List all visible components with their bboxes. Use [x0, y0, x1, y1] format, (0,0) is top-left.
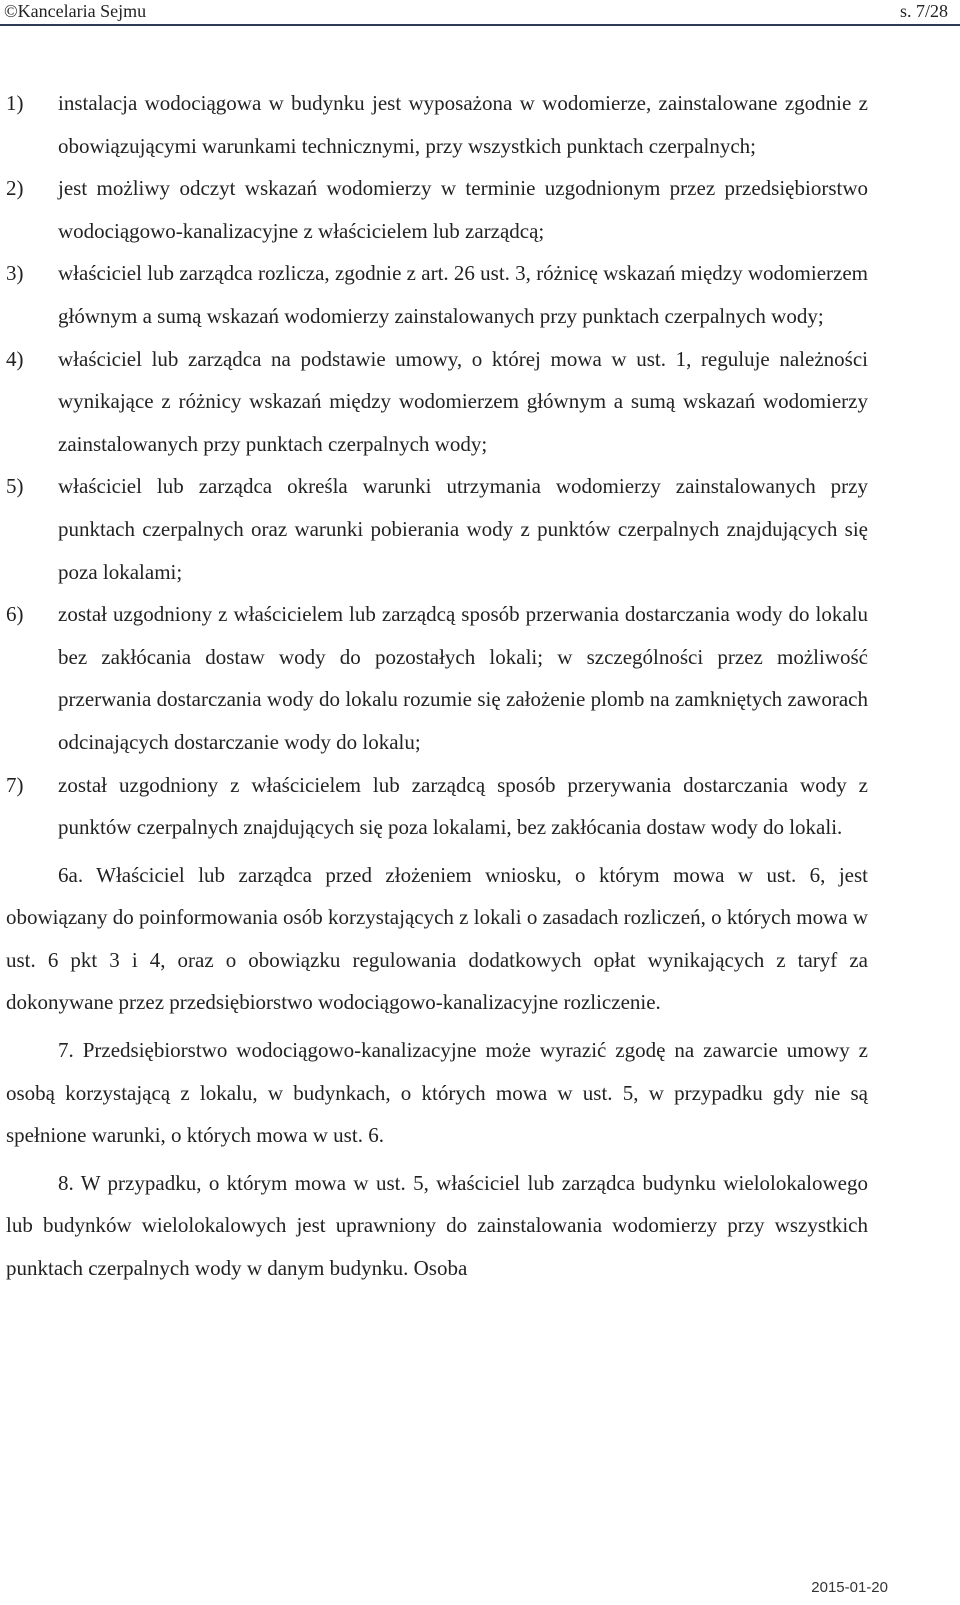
paragraph-number: 6a. [58, 862, 84, 887]
list-item-text: instalacja wodociągowa w budynku jest wyposażona w wodomierze, zainstalowane zgodnie z obowiązującymi warunkami technicznymi, przy wszystkich punktach czerpalnych; [58, 91, 868, 158]
list-item [6, 593, 868, 763]
list-item [6, 338, 868, 466]
list-item-text: właściciel lub zarządca rozlicza, zgodnie z art. 26 ust. 3, różnicę wskazań między wodomierzem głównym a sumą wskazań wodomierzy zainstalowanych przy punktach czerpalnych wody; [58, 261, 868, 328]
copyright-label: ©Kancelaria Sejmu [4, 1, 147, 21]
list-item-number: 3) [6, 261, 24, 286]
paragraph-6a [6, 854, 868, 1024]
list-item [6, 82, 868, 167]
paragraph-text: W przypadku, o którym mowa w ust. 5, właściciel lub zarządca budynku wielolokalowego lub budynków wielolokalowych jest uprawniony do zainstalowania wodomierzy przy wszystkich punktach czerpalnych wody w danym budynku. Osoba [6, 1170, 869, 1281]
list-item [6, 167, 868, 252]
list-item-text: został uzgodniony z właścicielem lub zarządcą sposób przerywania dostarczania wody z punktów czerpalnych znajdujących się poza lokalami, bez zakłócania dostaw wody do lokali. [58, 772, 868, 840]
paragraph-number: 8. [58, 1170, 74, 1195]
list-item-number: 6) [6, 602, 24, 627]
list-item-text: właściciel lub zarządca na podstawie umowy, o której mowa w ust. 1, reguluje należności wynikające z różnicy wskazań między wodomierzem głównym a sumą wskazań wodomierzy zainstalowanych przy punktach czerpalnych wody; [58, 346, 868, 456]
footer-date: 2015-01-20 [811, 1579, 888, 1596]
paragraph-7 [6, 1029, 868, 1157]
list-item-number: 4) [6, 346, 24, 371]
list-item-number: 2) [6, 176, 24, 201]
list-item [6, 764, 868, 849]
list-item [6, 252, 868, 337]
list-item-text: jest możliwy odczyt wskazań wodomierzy w terminie uzgodnionym przez przedsiębiorstwo wodociągowo-kanalizacyjne z właścicielem lub zarządcą; [58, 176, 868, 243]
header-divider [0, 24, 960, 26]
list-item-number: 7) [6, 772, 24, 797]
paragraph-8 [6, 1162, 868, 1290]
document-body [6, 82, 868, 1290]
page-header [0, 0, 960, 22]
list-item-number: 5) [6, 474, 24, 499]
paragraph-number: 7. [58, 1038, 74, 1063]
list-item-text: został uzgodniony z właścicielem lub zarządcą sposób przerwania dostarczania wody do lokalu bez zakłócania dostaw wody do pozostałych lokali; w szczególności przez możliwość przerwania dostarczania wody do lokalu rozumie się założenie plomb na zamkniętych zaworach odcinających dostarczanie wody do lokalu; [58, 602, 868, 754]
paragraph-text: Właściciel lub zarządca przed złożeniem wniosku, o którym mowa w ust. 6, jest obowiązany do poinformowania osób korzystających z lokali o zasadach rozliczeń, o których mowa w ust. 6 pkt 3 i 4, oraz o obowiązku regulowania dodatkowych opłat wynikających z taryf za dokonywane przez przedsiębiorstwo wodociągowo-kanalizacyjne rozliczenie. [6, 862, 869, 1015]
paragraph-text: Przedsiębiorstwo wodociągowo-kanalizacyjne może wyrazić zgodę na zawarcie umowy z osobą korzystającą z lokalu, w budynkach, o których mowa w ust. 5, w przypadku gdy nie są spełnione warunki, o których mowa w ust. 6. [6, 1038, 868, 1148]
list-item [6, 465, 868, 593]
page-number: s. 7/28 [899, 1, 948, 21]
list-item-number: 1) [6, 91, 24, 115]
list-item-text: właściciel lub zarządca określa warunki utrzymania wodomierzy zainstalowanych przy punktach czerpalnych oraz warunki pobierania wody z punktów czerpalnych znajdujących się poza lokalami; [58, 474, 868, 584]
